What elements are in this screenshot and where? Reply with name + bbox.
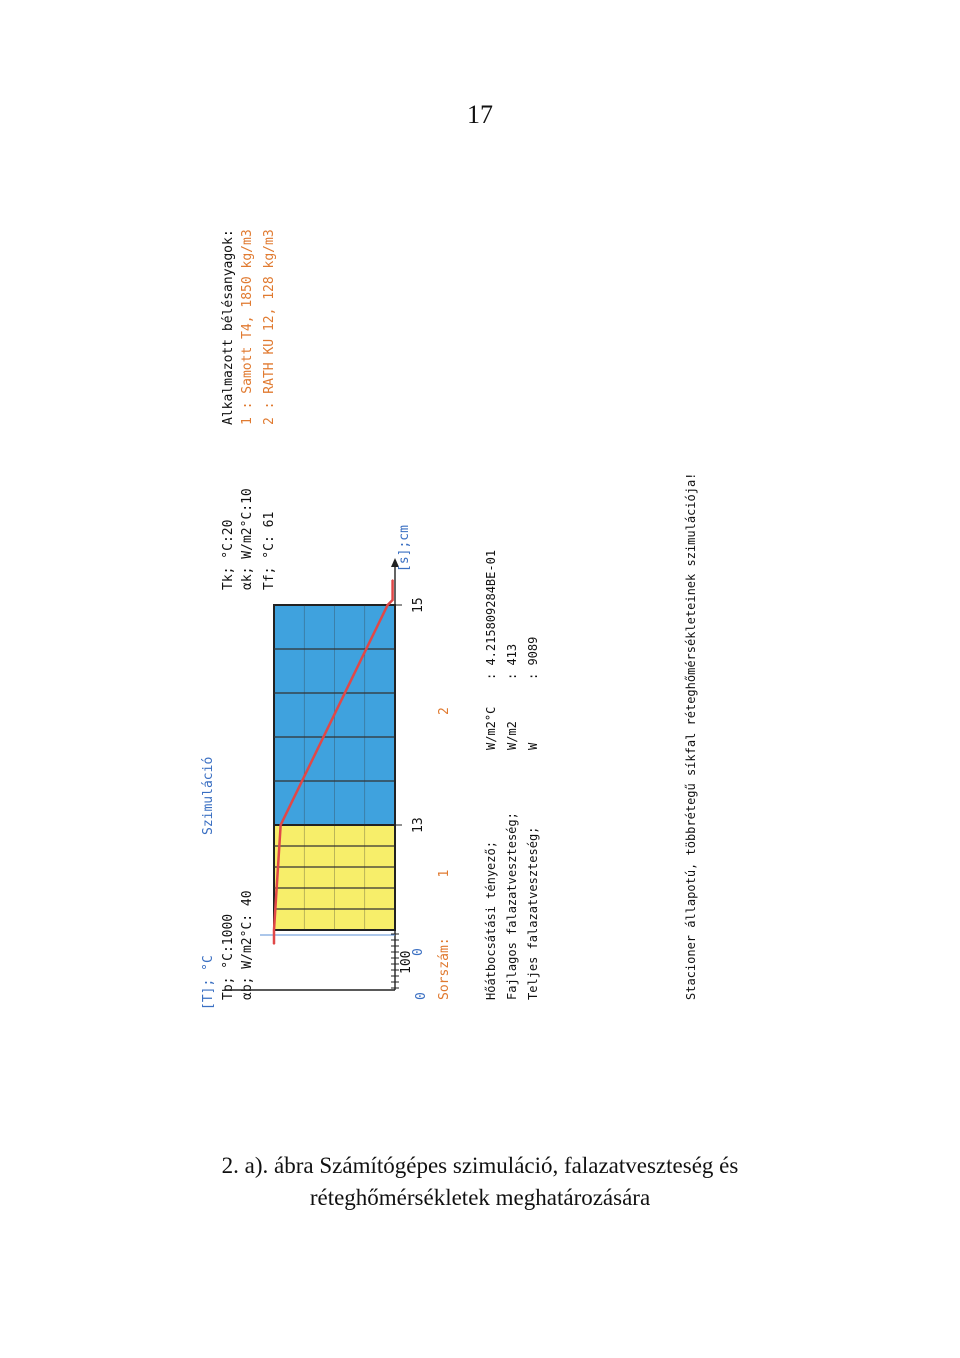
sorszam-2: 2 (437, 707, 452, 715)
tf-param: Tf; °C: 61 (262, 511, 277, 590)
Q-label: Teljes falazatveszteség; (526, 826, 540, 1000)
ak-param: αk; W/m2°C:10 (240, 488, 255, 590)
temperature-point (392, 599, 394, 601)
page-number: 17 (467, 100, 493, 129)
q-unit: W/m2 (505, 721, 519, 750)
x-axis-label: [s];cm (397, 525, 412, 572)
simulation-figure (190, 190, 790, 1010)
tb-param: Tb; °C:1000 (221, 913, 236, 1000)
sorszam-label: Sorszám: (437, 937, 452, 1000)
tk-param: Tk; °C:20 (221, 519, 236, 590)
ab-param: αb; W/m2°C: 40 (240, 890, 255, 1000)
x-tick-15: 15 (411, 597, 426, 613)
materials-heading: Alkalmazott bélésanyagok: (221, 229, 236, 425)
caption-line-2: réteghőmérsékletek meghatározására (309, 1185, 651, 1210)
sorszam-1: 1 (437, 869, 452, 878)
y-tick-0: 0 (414, 992, 429, 1000)
rotated-screen (190, 190, 790, 1010)
temperature-point (392, 579, 394, 581)
temperature-point (273, 943, 275, 945)
simulation-chart (190, 190, 790, 1010)
q-label: Fajlagos falazatveszteség; (505, 812, 519, 1000)
Q-unit: W (526, 742, 540, 750)
caption-line-1: 2. a). ábra Számítógépes szimuláció, falazatveszteség és (221, 1153, 739, 1178)
material-1: 1 : Samott T4, 1850 kg/m3 (240, 229, 255, 425)
figure-caption (0, 1150, 960, 1214)
y-axis-label: [T]; °C (201, 955, 216, 1010)
temperature-point (387, 604, 389, 606)
Q-value: : 9089 (526, 636, 540, 680)
k-value: : 4.215809284BE-01 (484, 549, 498, 680)
k-unit: W/m2°C (484, 706, 498, 750)
material-2: 2 : RATH KU 12, 128 kg/m3 (262, 229, 277, 425)
x-tick-13: 13 (411, 817, 426, 833)
chart-layers (274, 605, 395, 930)
y-tick-100: 100 (399, 950, 414, 974)
temperature-point (280, 824, 282, 826)
k-label: Hőátbocsátási tényező; (484, 841, 498, 1000)
x-tick-0: 0 (411, 948, 426, 956)
sim-title: Szimuláció (201, 756, 216, 835)
footer-text: Stacioner állapotú, többrétegű síkfal réteghőmérsékleteinek szimulációja! (684, 472, 698, 1000)
temperature-point (273, 929, 275, 931)
q-value: : 413 (505, 643, 519, 680)
